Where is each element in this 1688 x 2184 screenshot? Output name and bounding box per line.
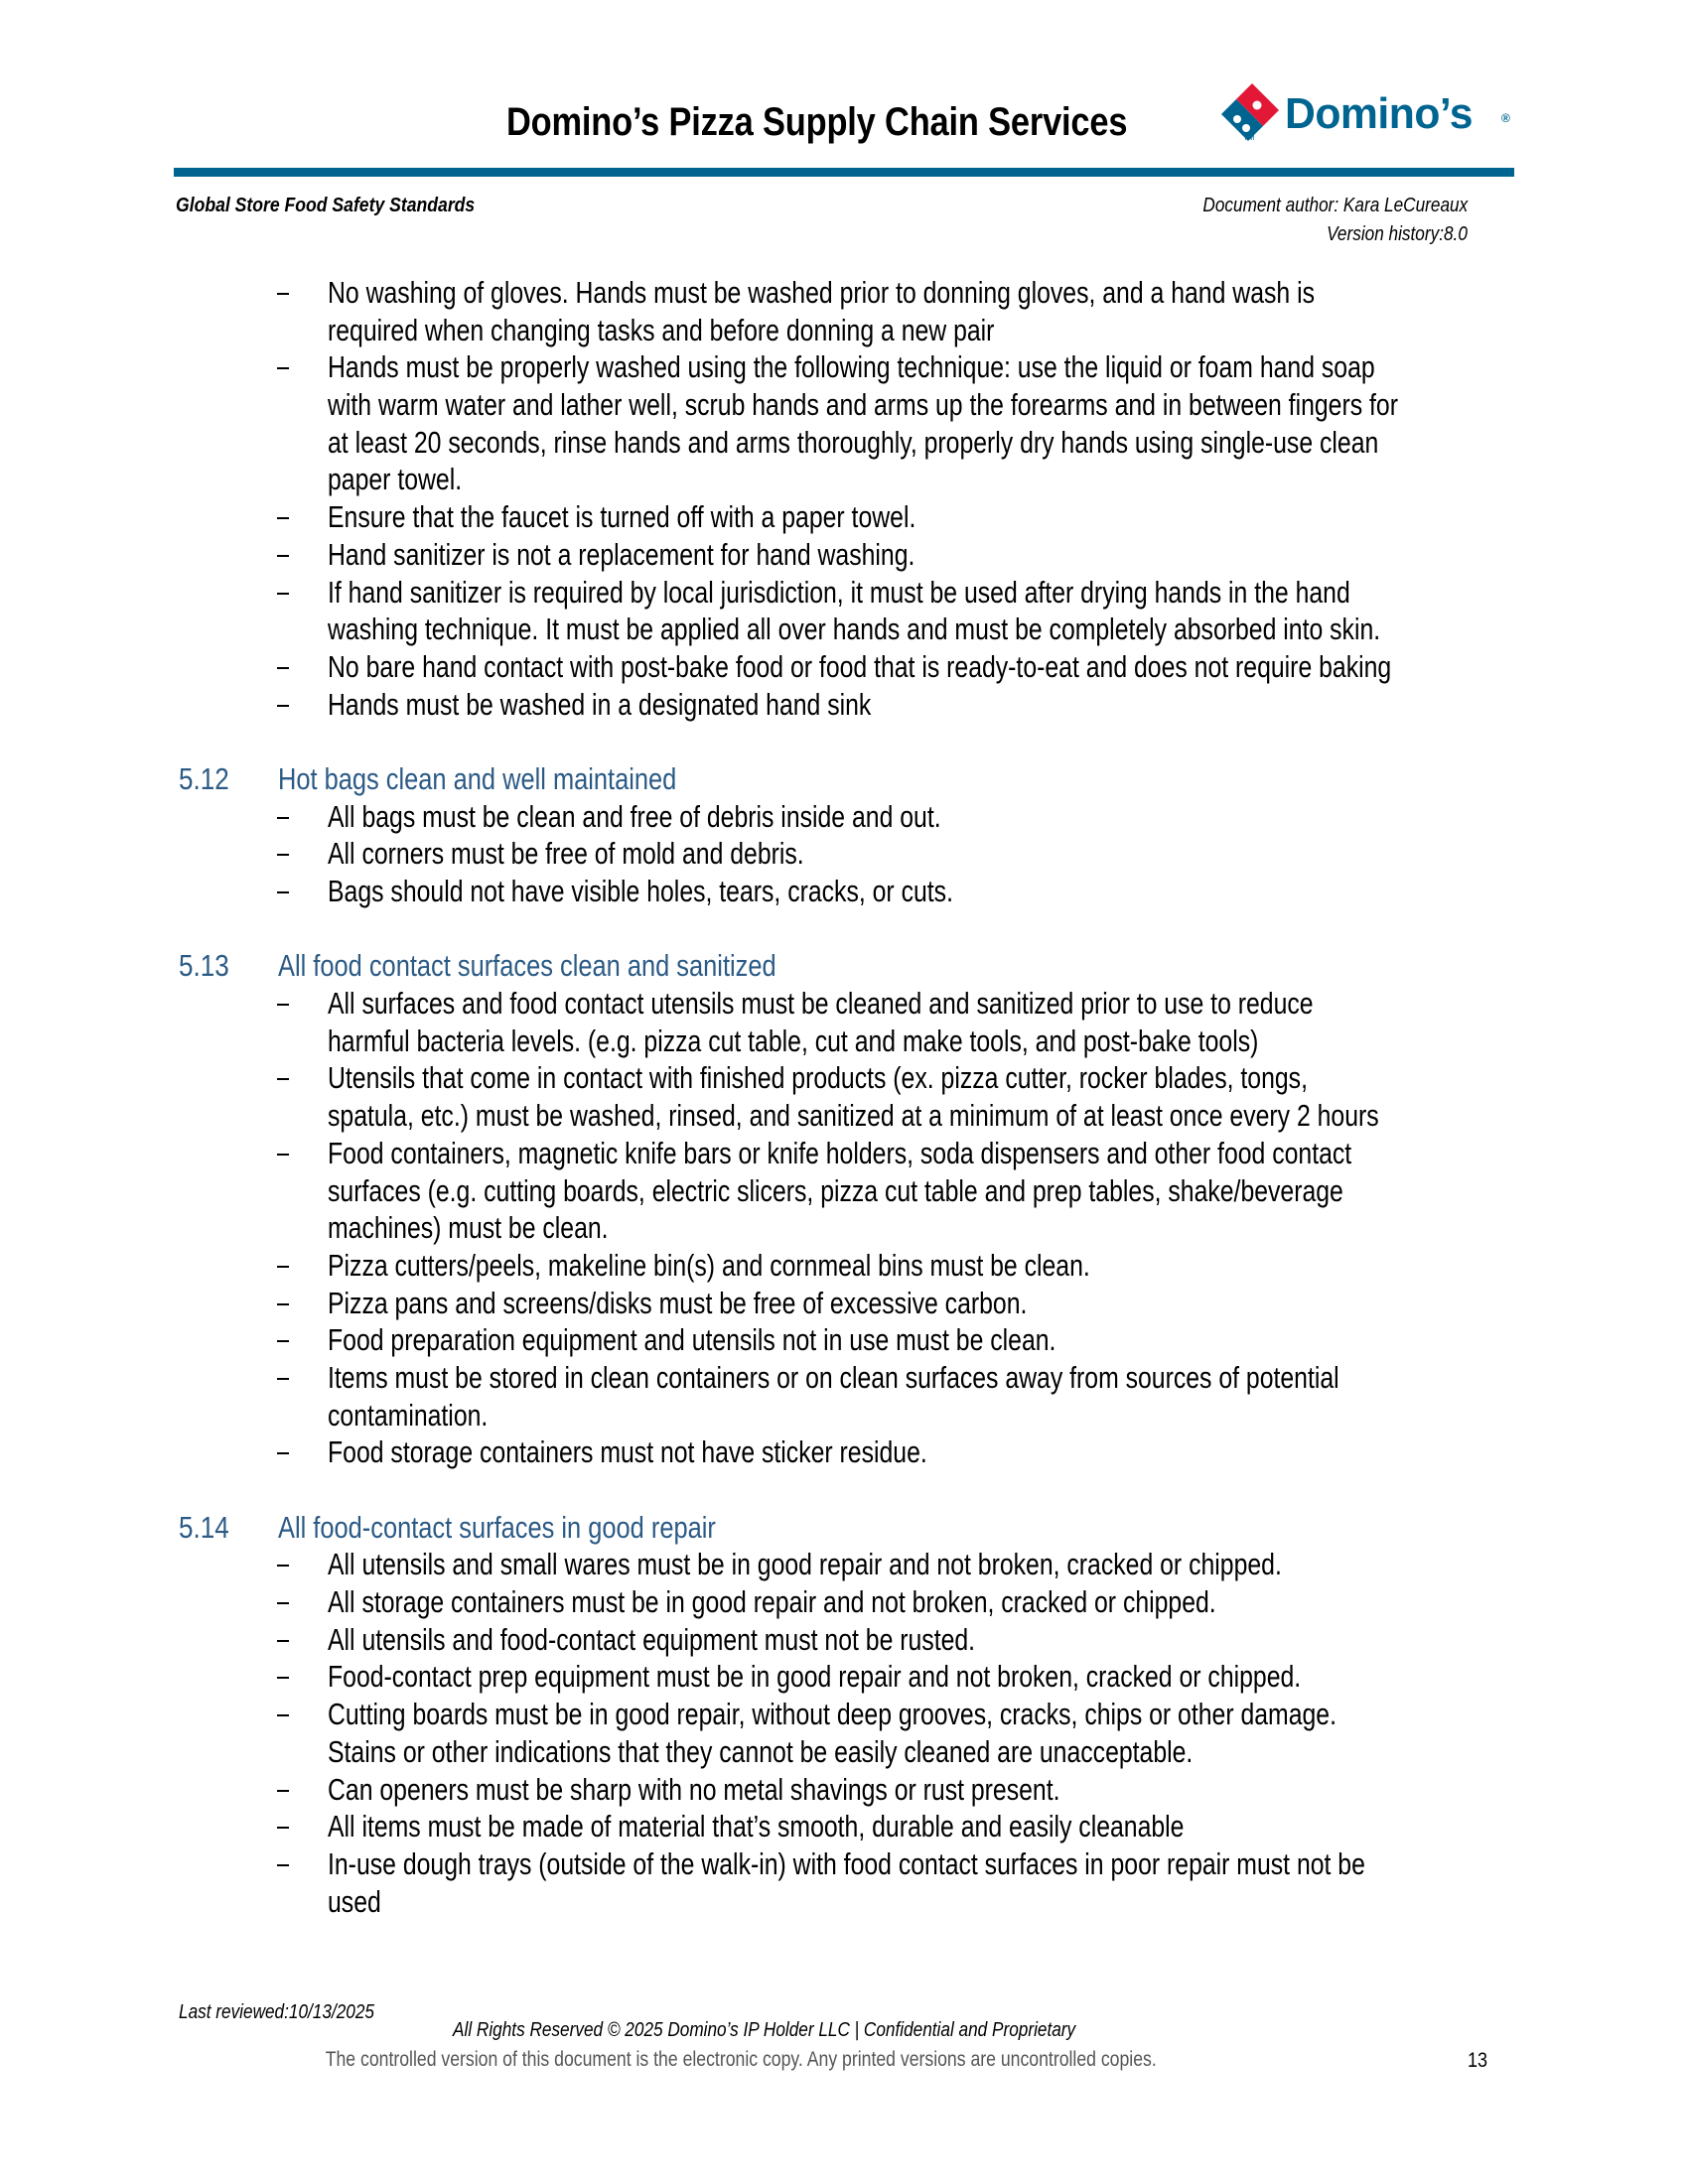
document-title: Domino’s Pizza Supply Chain Services: [506, 100, 1128, 144]
section-heading: [0, 1509, 1688, 1547]
dash-bullet-icon: [277, 1004, 289, 1006]
list-item: [0, 1696, 1688, 1770]
list-item: [0, 1621, 1688, 1659]
bullet-text: Cutting boards must be in good repair, without deep grooves, cracks, chips or other damage.: [328, 1697, 1336, 1732]
list-item: [0, 1808, 1688, 1845]
list-item: [0, 348, 1688, 498]
bullet-text: All bags must be clean and free of debris inside and out.: [328, 798, 941, 834]
section-heading: [0, 760, 1688, 798]
list-item: [0, 873, 1688, 910]
list-item: [0, 1845, 1688, 1920]
dash-bullet-icon: [277, 1154, 289, 1156]
bullet-text: Food containers, magnetic knife bars or knife holders, soda dispensers and other food contact: [328, 1135, 1352, 1170]
controlled-text: The controlled version of this document is the electronic copy. Any printed versions are uncontrolled copies.: [325, 2048, 1157, 2071]
list-item: [0, 1583, 1688, 1621]
list-item: [0, 1359, 1688, 1433]
bullet-text: Stains or other indications that they cannot be easily cleaned are unacceptable.: [328, 1733, 1194, 1769]
bullet-line: [0, 274, 1688, 312]
bullet-text: Hand sanitizer is not a replacement for hand washing.: [328, 536, 915, 572]
list-item: [0, 536, 1688, 574]
page-number: 13: [1468, 2049, 1488, 2072]
list-item: [0, 985, 1688, 1059]
dash-bullet-icon: [277, 555, 289, 557]
dash-bullet-icon: [277, 1790, 289, 1792]
dash-bullet-icon: [277, 1078, 289, 1080]
list-item: [0, 1321, 1688, 1359]
bullet-text: Hands must be properly washed using the following technique: use the liquid or foam hand soap: [328, 349, 1375, 385]
bullet-text: washing technique. It must be applied all over hands and must be completely absorbed into skin.: [328, 612, 1381, 647]
bullet-line: [0, 424, 1688, 462]
trademark-mark: TM: [1243, 133, 1255, 142]
bullet-text: Can openers must be sharp with no metal shavings or rust present.: [328, 1771, 1060, 1807]
controlled-copy-notice: [0, 2048, 1688, 2072]
bullet-text: surfaces (e.g. cutting boards, electric slicers, pizza cut table and prep tables, shake/beverage: [328, 1172, 1343, 1208]
list-item: [0, 1135, 1688, 1247]
bullet-line: [0, 686, 1688, 724]
bullet-text: If hand sanitizer is required by local jurisdiction, it must be used after drying hands in the hand: [328, 574, 1350, 610]
list-item: [0, 498, 1688, 536]
bullet-text: at least 20 seconds, rinse hands and arms thoroughly, properly dry hands using single-use clean: [328, 424, 1379, 460]
bullet-text: paper towel.: [328, 462, 463, 497]
bullet-line: [0, 1059, 1688, 1097]
dash-bullet-icon: [277, 1827, 289, 1829]
bullet-line: [0, 1696, 1688, 1733]
section-title: All food contact surfaces clean and sanitized: [278, 948, 776, 984]
list-item: [0, 1059, 1688, 1134]
dash-bullet-icon: [277, 593, 289, 595]
dash-bullet-icon: [277, 367, 289, 369]
bullet-text: Food-contact prep equipment must be in good repair and not broken, cracked or chipped.: [328, 1659, 1302, 1695]
bullet-text: All corners must be free of mold and debris.: [328, 836, 804, 872]
bullet-line: [0, 1135, 1688, 1172]
list-item: [0, 1247, 1688, 1285]
dash-bullet-icon: [277, 293, 289, 295]
bullet-text: Pizza cutters/peels, makeline bin(s) and cornmeal bins must be clean.: [328, 1247, 1090, 1283]
bullet-line: [0, 1883, 1688, 1921]
dash-bullet-icon: [277, 854, 289, 856]
bullet-line: [0, 1658, 1688, 1696]
section-heading: [0, 947, 1688, 985]
bullet-text: Ensure that the faucet is turned off with a paper towel.: [328, 499, 916, 535]
dash-bullet-icon: [277, 667, 289, 669]
bullet-line: [0, 1023, 1688, 1060]
list-item: [0, 1771, 1688, 1809]
bullet-text: required when changing tasks and before donning a new pair: [328, 312, 995, 347]
dash-bullet-icon: [277, 1303, 289, 1305]
bullet-line: [0, 498, 1688, 536]
bullet-text: Pizza pans and screens/disks must be free of excessive carbon.: [328, 1285, 1028, 1320]
dash-bullet-icon: [277, 1677, 289, 1679]
bullet-text: All utensils and small wares must be in good repair and not broken, cracked or chipped.: [328, 1547, 1282, 1582]
bullet-line: [0, 1209, 1688, 1247]
dash-bullet-icon: [277, 1266, 289, 1268]
registered-mark: ®: [1501, 111, 1510, 125]
dash-bullet-icon: [277, 1640, 289, 1642]
bullet-text: No washing of gloves. Hands must be washed prior to donning gloves, and a hand wash is: [328, 275, 1315, 310]
bullet-line: [0, 461, 1688, 498]
bullet-line: [0, 1359, 1688, 1397]
section-number: 5.14: [179, 1509, 229, 1545]
logo-wordmark: Domino’s: [1285, 89, 1473, 138]
bullet-line: [0, 1546, 1688, 1583]
bullet-line: [0, 1733, 1688, 1771]
bullet-line: [0, 1172, 1688, 1210]
bullet-text: Utensils that come in contact with finished products (ex. pizza cutter, rocker blades, tongs,: [328, 1060, 1308, 1096]
bullet-line: [0, 611, 1688, 648]
bullet-text: Bags should not have visible holes, tears, cracks, or cuts.: [328, 874, 953, 908]
bullet-text: harmful bacteria levels. (e.g. pizza cut table, cut and make tools, and post-bake tools): [328, 1023, 1259, 1058]
dash-bullet-icon: [277, 1602, 289, 1604]
bullet-text: Food preparation equipment and utensils not in use must be clean.: [328, 1322, 1056, 1358]
document-body: [0, 274, 1688, 1920]
list-item: [0, 1658, 1688, 1696]
bullet-text: with warm water and lather well, scrub hands and arms up the forearms and in between fingers for: [328, 387, 1398, 423]
section-title: Hot bags clean and well maintained: [278, 760, 677, 796]
bullet-line: [0, 348, 1688, 386]
bullet-line: [0, 1621, 1688, 1659]
list-item: [0, 1433, 1688, 1471]
bullet-line: [0, 1771, 1688, 1809]
bullet-line: [0, 1321, 1688, 1359]
bullet-text: Hands must be washed in a designated hand sink: [328, 686, 872, 722]
list-item: [0, 798, 1688, 836]
dash-bullet-icon: [277, 891, 289, 893]
bullet-text: In-use dough trays (outside of the walk-in) with food contact surfaces in poor repair must not be: [328, 1845, 1365, 1881]
bullet-text: All utensils and food-contact equipment must not be rusted.: [328, 1621, 976, 1657]
rights-notice: [0, 2019, 1688, 2042]
bullet-line: [0, 386, 1688, 424]
dash-bullet-icon: [277, 1714, 289, 1716]
list-item: [0, 1285, 1688, 1322]
bullet-line: [0, 873, 1688, 910]
dash-bullet-icon: [277, 817, 289, 819]
bullet-line: [0, 985, 1688, 1023]
list-item: [0, 574, 1688, 648]
rights-text: All Rights Reserved © 2025 Domino’s IP Holder LLC | Confidential and Proprietary: [453, 2019, 1076, 2041]
last-reviewed-date: Last reviewed:10/13/2025: [179, 2001, 374, 2023]
bullet-line: [0, 1097, 1688, 1135]
bullet-line: [0, 536, 1688, 574]
bullet-line: [0, 574, 1688, 612]
bullet-text: spatula, etc.) must be washed, rinsed, and sanitized at a minimum of at least once every 2 hours: [328, 1098, 1379, 1134]
spacer: [0, 723, 1688, 760]
list-item: [0, 274, 1688, 348]
list-item: [0, 1546, 1688, 1583]
bullet-text: Items must be stored in clean containers or on clean surfaces away from sources of potential: [328, 1359, 1339, 1395]
list-item: [0, 686, 1688, 724]
bullet-text: No bare hand contact with post-bake food or food that is ready-to-eat and does not require baking: [328, 648, 1392, 684]
version-history: Version history:8.0: [1327, 223, 1468, 245]
dash-bullet-icon: [277, 1340, 289, 1342]
header-rule: [174, 168, 1514, 177]
list-item: [0, 835, 1688, 873]
dash-bullet-icon: [277, 1452, 289, 1454]
document-subtitle: Global Store Food Safety Standards: [176, 195, 476, 216]
dash-bullet-icon: [277, 517, 289, 519]
bullet-line: [0, 1285, 1688, 1322]
bullet-line: [0, 1808, 1688, 1845]
bullet-line: [0, 798, 1688, 836]
bullet-text: All items must be made of material that’s smooth, durable and easily cleanable: [328, 1809, 1185, 1844]
section-title: All food-contact surfaces in good repair: [278, 1509, 716, 1545]
bullet-text: Food storage containers must not have sticker residue.: [328, 1434, 927, 1470]
section-number: 5.12: [179, 760, 229, 796]
bullet-line: [0, 312, 1688, 349]
spacer: [0, 910, 1688, 948]
bullet-text: used: [328, 1883, 381, 1919]
dash-bullet-icon: [277, 1378, 289, 1380]
document-author: Document author: Kara LeCureaux: [1202, 195, 1468, 216]
bullet-line: [0, 1247, 1688, 1285]
bullet-text: All surfaces and food contact utensils must be cleaned and sanitized prior to use to reduce: [328, 986, 1314, 1022]
bullet-line: [0, 1583, 1688, 1621]
bullet-text: All storage containers must be in good repair and not broken, cracked or chipped.: [328, 1584, 1216, 1620]
bullet-line: [0, 1397, 1688, 1434]
bullet-text: contamination.: [328, 1397, 489, 1433]
bullet-text: machines) must be clean.: [328, 1210, 609, 1246]
list-item: [0, 648, 1688, 686]
spacer: [0, 1471, 1688, 1509]
bullet-line: [0, 1845, 1688, 1883]
section-number: 5.13: [179, 948, 229, 984]
dash-bullet-icon: [277, 1864, 289, 1866]
dash-bullet-icon: [277, 1565, 289, 1567]
bullet-line: [0, 1433, 1688, 1471]
bullet-line: [0, 835, 1688, 873]
bullet-line: [0, 648, 1688, 686]
dash-bullet-icon: [277, 705, 289, 707]
